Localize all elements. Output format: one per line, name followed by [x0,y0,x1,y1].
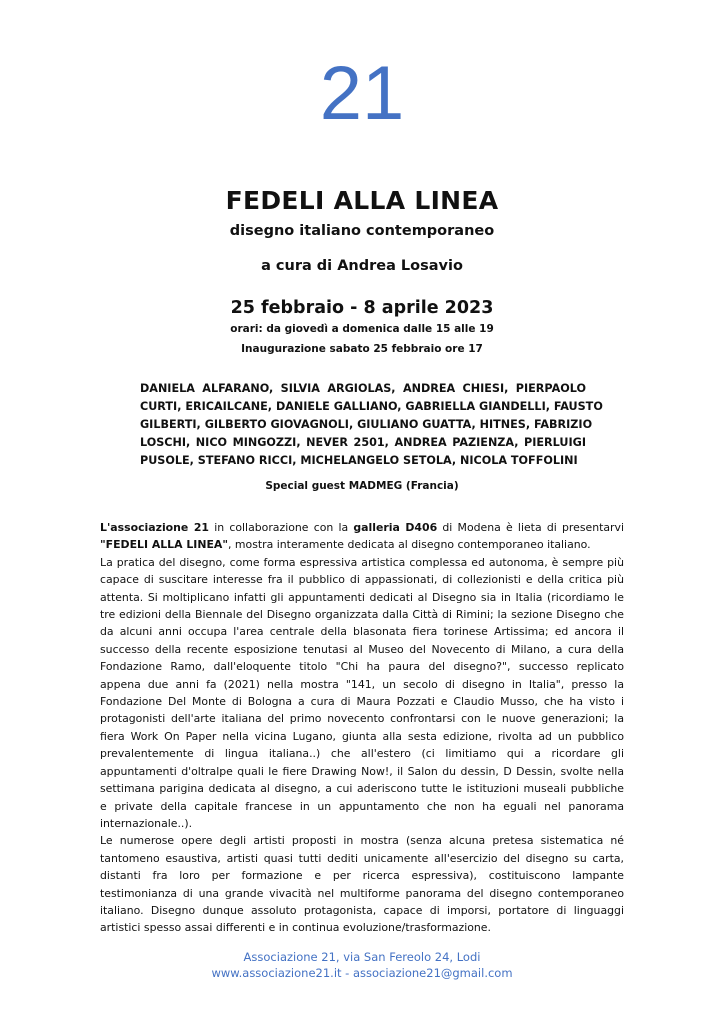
subtitle: disegno italiano contemporaneo [229,223,495,239]
body-line: tantomeno esaustiva, artisti quasi tutti dediti unicamente all'esercizio del disegno su carta, [100,851,624,865]
body-line: e private della capitale francese in un appuntamento che non ha eguali nel panorama [100,799,624,813]
body-text [100,519,624,937]
body-line [100,519,624,536]
body-line: successo della recente esposizione tenutasi al Museo del Novecento di Milano, a cura della [100,642,624,656]
curator: a cura di Andrea Losavio [261,258,463,274]
body-line: Fondazione Ramo, dall'eloquente titolo "Chi ha paura del disegno?", successo replicato [100,660,624,674]
body-fragment: in collaborazione con la [209,521,354,534]
artist-line: GILBERTI, GILBERTO GIOVAGNOLI, GIULIANO GUATTA, HITNES, FABRIZIO [140,418,593,431]
gallery-name: galleria D406 [353,521,438,534]
artist-line: CURTI, ERICAILCANE, DANIELE GALLIANO, GABRIELLA GIANDELLI, FAUSTO [140,400,603,413]
body-line: distanti fra loro per formazione e per ricerca espressiva), costituiscono lampante [100,869,624,883]
body-fragment: di Modena è lieta di presentarvi [437,521,625,534]
body-line [100,536,624,553]
artist-list [140,380,603,470]
body-line: Fondazione Del Monte di Bologna a cura di Maura Pozzati e Claudio Musso, che ha visto i [100,695,624,709]
body-line: internazionale..). [100,816,193,830]
artist-line: PUSOLE, STEFANO RICCI, MICHELANGELO SETOLA, NICOLA TOFFOLINI [140,454,578,467]
inauguration: Inaugurazione sabato 25 febbraio ore 17 [241,343,483,355]
special-guest: Special guest MADMEG (Francia) [265,480,459,492]
body-line: artistici spesso assai differenti e in continua evoluzione/trasformazione. [100,921,491,935]
opening-hours: orari: da giovedì a domenica dalle 15 alle 19 [230,323,494,335]
body-line: protagonisti dell'arte italiana del primo novecento confrontarsi con le nuove generazioni; la [100,712,624,726]
artist-line: LOSCHI, NICO MINGOZZI, NEVER 2501, ANDREA PAZIENZA, PIERLUIGI [140,436,586,449]
body-line: appuntamenti d'oltralpe quali le fiere Drawing Now!, il Salon du dessin, D Dessin, svolte nella [100,764,624,778]
body-line: fiera Work On Paper nella vicina Lugano, giunta alla sesta edizione, rivolta ad un pubblico [100,729,624,743]
artist-line: DANIELA ALFARANO, SILVIA ARGIOLAS, ANDREA CHIESI, PIERPAOLO [140,382,586,395]
body-fragment: , mostra interamente dedicata al disegno contemporaneo italiano. [228,538,591,552]
body-line: appena due anni fa (2021) nella mostra "141, un secolo di disegno in Italia", presso la [100,677,624,691]
body-line: tre edizioni della Biennale del Disegno organizzata dalla Città di Rimini; la sezione Disegno che [100,608,624,622]
exhibition-dates: 25 febbraio - 8 aprile 2023 [230,298,494,318]
body-line: testimonianza di una grande vivacità nel multiforme panorama del disegno contemporaneo [100,886,624,900]
logo-21: 21 [319,51,405,136]
association-name: L'associazione 21 [100,521,210,534]
body-line: La pratica del disegno, come forma espressiva artistica complessa ed autonoma, è sempre più [100,555,624,569]
body-line: capace di suscitare interesse fra il pubblico di appassionati, di collezionisti e della critica più [100,573,624,587]
body-line: Le numerose opere degli artisti proposti in mostra (senza alcuna pretesa sistematica né [100,834,624,848]
body-line: italiano. Disegno dunque assoluto protagonista, capace di imporsi, portatore di linguaggi [100,903,624,917]
page-title: FEDELI ALLA LINEA [225,186,499,215]
body-line: prevalentemente di lingua italiana..) che all'estero (ci limitiamo qui a ricordare gli [100,747,624,761]
footer-contacts[interactable]: www.associazione21.it - associazione21@gmail.com [211,966,513,980]
body-line: attenta. Si moltiplicano infatti gli appuntamenti dedicati al Disegno sia in Italia (ricordiamo le [100,590,624,604]
body-line: settimana parigina dedicata al disegno, a cui aderiscono tutte le istituzioni museali pubbliche [100,782,624,796]
exhibition-name: "FEDELI ALLA LINEA" [100,538,228,552]
footer-address: Associazione 21, via San Fereolo 24, Lodi [243,950,481,964]
body-line: da alcuni anni occupa l'area centrale della blasonata fiera torinese Artissima; ed ancora il [100,625,624,639]
